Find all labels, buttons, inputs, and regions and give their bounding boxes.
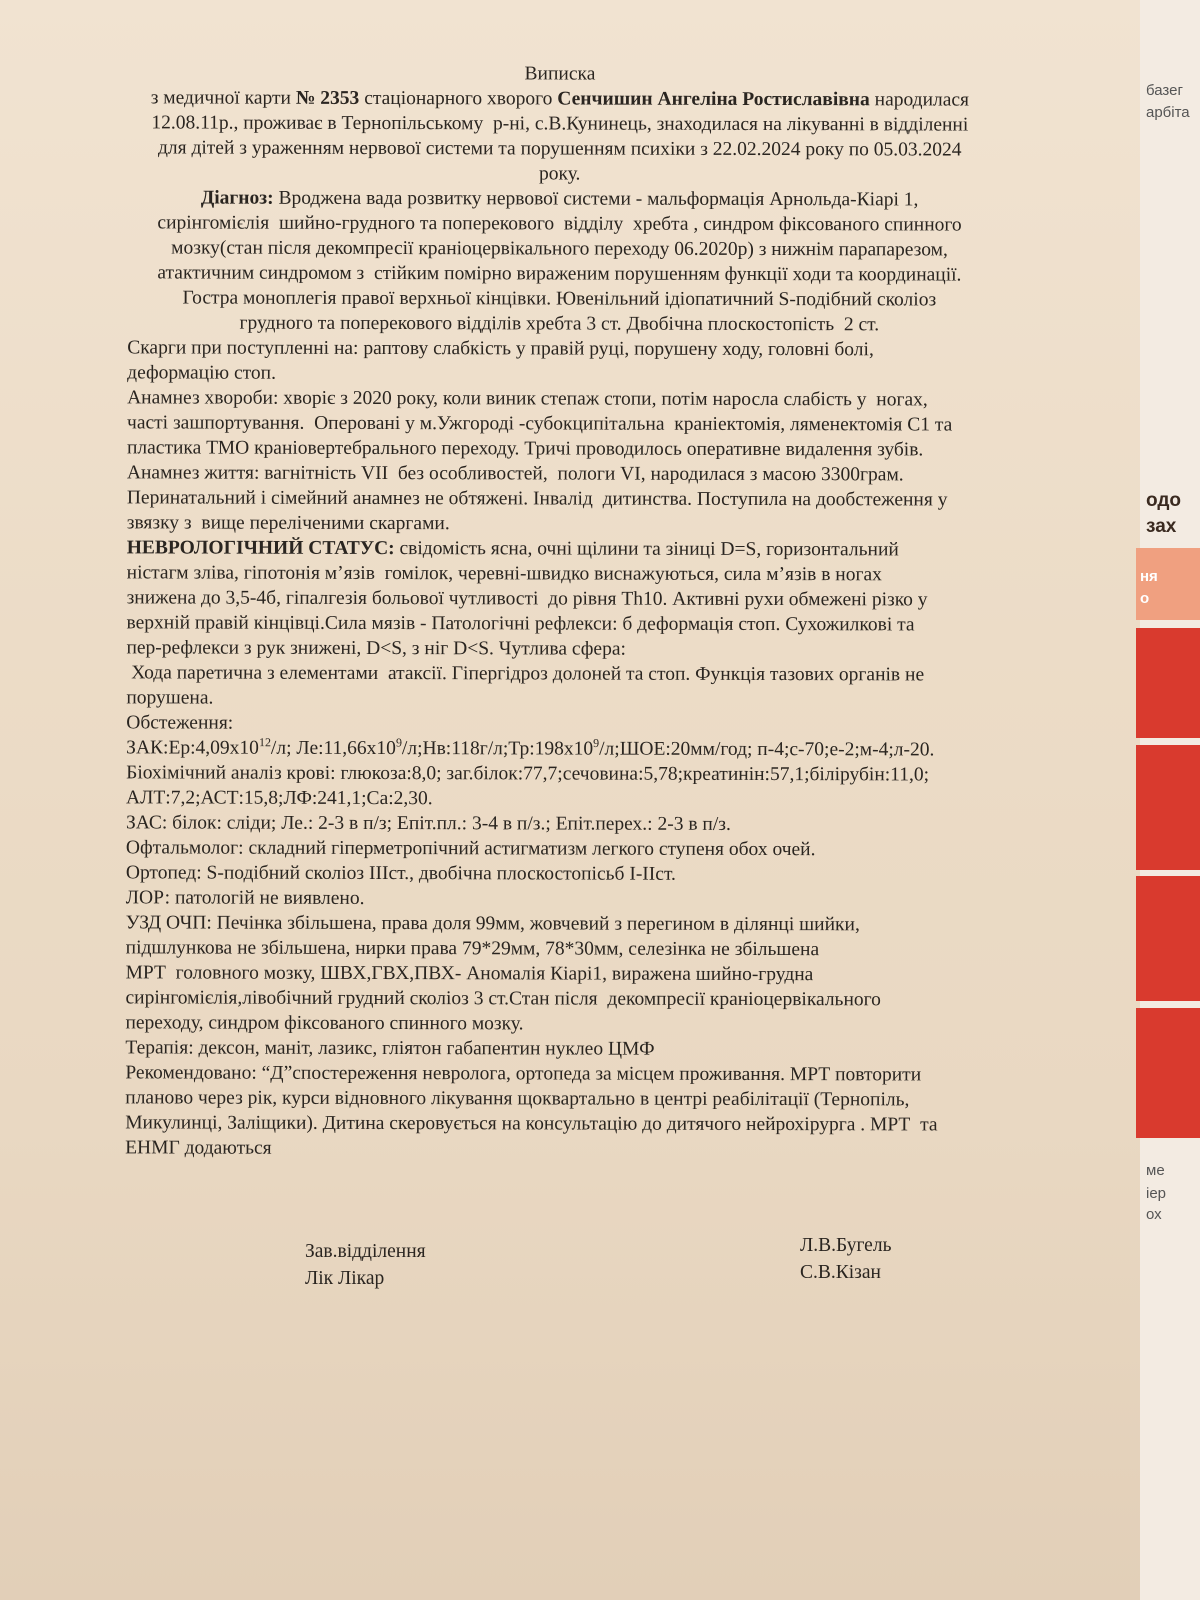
text-segment: МРТ головного мозку, ШВХ,ГВХ,ПВХ- Аномалія Кіарі1, виражена шийно-грудна: [125, 962, 814, 986]
text-segment: Анамнез хвороби: хворіє з 2020 року, коли виник степаж стопи, потім наросла слабість у ногах,: [127, 387, 928, 411]
text-segment: ЗАК:Ер:4,09x10: [126, 737, 259, 759]
text-segment: Хода паретична з елементами атаксії. Гіпергідроз долоней та стоп. Функція тазових органів не: [126, 662, 925, 686]
text-line: [0, 585, 1119, 613]
superscript-exponent: 9: [395, 735, 402, 750]
text-line: [0, 210, 1120, 238]
document-title: Виписка: [524, 63, 596, 85]
text-line: [0, 660, 1118, 688]
text-segment: Скарги при поступленні на: раптову слабкість у правій руці, порушену ходу, головні болі,: [127, 337, 874, 361]
text-segment: ЛОР: патологій не виявлено.: [125, 887, 365, 909]
text-segment: порушена.: [126, 687, 214, 709]
bold-text: № 2353: [295, 87, 360, 109]
signature-name-head: Л.В.Бугель: [800, 1235, 892, 1256]
text-line: [0, 935, 1118, 963]
text-segment: Анамнез життя: вагнітність VII без особливостей, пологи VI, народилася з масою 3300грам.: [126, 462, 904, 486]
text-segment: грудного та поперекового відділів хребта 3 ст. Двобічна плоскостопість 2 ст.: [239, 312, 880, 336]
text-line: [0, 785, 1118, 813]
text-line: [0, 635, 1118, 663]
text-segment: ністагм зліва, гіпотонія м’язів гомілок, черевні-швидко виснажуються, сила м’язів в ногах: [126, 562, 882, 586]
brochure-red-block: [1136, 876, 1200, 1001]
text-line: [0, 685, 1118, 713]
text-segment: підшлункова не збільшена, нирки права 79*29мм, 78*30мм, селезінка не збільшена: [125, 937, 820, 961]
text-line: [0, 1135, 1117, 1163]
text-line: [0, 485, 1119, 513]
text-segment: народилася: [869, 89, 970, 111]
text-line: [0, 985, 1118, 1013]
brochure-text: ох: [1146, 1206, 1162, 1223]
brochure-text: іер: [1146, 1185, 1167, 1202]
text-line: [0, 1085, 1117, 1113]
text-line: [0, 710, 1118, 738]
signature-names: [800, 1232, 891, 1286]
text-segment: сирінгомієлія,лівобічний грудний сколіоз 3 ст.Стан після декомпресії краніоцервікального: [125, 987, 881, 1011]
superscript-exponent: 12: [258, 735, 271, 750]
text-segment: Гостра моноплегія правої верхньої кінцівки. Ювенільний ідіопатичний S-подібний сколіоз: [182, 287, 937, 311]
text-segment: часті зашпортування. Оперовані у м.Ужгороді -субокципітальна краніектомія, ляменектомія С1 та: [127, 412, 953, 436]
signature-name-doctor: С.В.Кізан: [800, 1262, 881, 1283]
bold-text: НЕВРОЛОГІЧНИЙ СТАТУС:: [126, 537, 395, 560]
text-line: [0, 1035, 1117, 1063]
text-line: [0, 810, 1118, 838]
text-segment: свідомість ясна, очні щілини та зіниці D=S, горизонтальний: [394, 538, 899, 561]
text-line: [0, 760, 1118, 788]
text-segment: планово через рік, курси відновного лікування щоквартально в центрі реабілітації (Тернопіль,: [125, 1087, 910, 1111]
brochure-text: арбіта: [1146, 104, 1190, 121]
text-line: [0, 85, 1120, 113]
text-segment: пластика ТМО краніовертебрального переходу. Тричі проводилось оперативне видалення зубів.: [126, 437, 924, 461]
text-segment: Біохімічний аналіз крові: глюкоза:8,0; заг.білок:77,7;сечовина:5,78;креатинін:57,1;білірубін:11,0;: [126, 762, 930, 786]
text-line: [0, 110, 1120, 138]
brochure-heading: зах: [1146, 516, 1177, 537]
text-segment: року.: [538, 163, 581, 185]
brochure-text: базег: [1146, 82, 1183, 99]
signature-roles: [305, 1238, 426, 1292]
document-body: [0, 335, 1119, 1163]
text-segment: сирінгомієлія шийно-грудного та поперекового відділу хребта , синдром фіксованого спинного: [157, 212, 962, 236]
superscript-exponent: 9: [593, 736, 600, 751]
text-line: [0, 835, 1118, 863]
text-line: [0, 735, 1118, 763]
text-line: [0, 260, 1119, 288]
text-segment: Перинатальний і сімейний анамнез не обтяжені. Інвалід дитинства. Поступила на дообстеження у: [126, 487, 948, 511]
text-segment: для дітей з ураженням нервової системи та порушенням психіки з 22.02.2024 року по 05.03.2024: [157, 137, 962, 161]
brochure-text: ня: [1140, 568, 1158, 585]
text-line: [0, 335, 1119, 363]
text-line: [0, 435, 1119, 463]
signature-role-head: Зав.відділення: [305, 1241, 426, 1262]
text-segment: деформацію стоп.: [127, 362, 277, 384]
text-line: [0, 1110, 1117, 1138]
signature-role-doctor: Лік Лікар: [305, 1268, 385, 1289]
text-segment: ЕНМГ додаються: [125, 1137, 272, 1159]
text-segment: /л;ШОЕ:20мм/год; п-4;с-70;е-2;м-4;л-20.: [599, 738, 935, 761]
text-line: [0, 310, 1119, 338]
text-segment: Микулинці, Заліщики). Дитина скеровується на консультацію до дитячого нейрохірурга . МРТ та: [125, 1112, 938, 1136]
text-segment: переходу, синдром фіксованого спинного мозку.: [125, 1012, 524, 1035]
text-line: [0, 360, 1119, 388]
text-line: [0, 960, 1118, 988]
document-header: [0, 85, 1120, 338]
text-line: [0, 510, 1119, 538]
bold-text: Сенчишин Ангеліна Ростиславівна: [557, 88, 870, 111]
text-line: [0, 235, 1120, 263]
text-line: [0, 285, 1119, 313]
text-line: [0, 1060, 1117, 1088]
text-segment: Ортопед: S-подібний сколіоз IIIст., двобічна плоскостопісьб I-IIст.: [125, 862, 676, 885]
brochure-heading: одо: [1146, 490, 1182, 511]
bold-text: Діагноз:: [200, 187, 274, 209]
text-segment: пер-рефлекси з рук знижені, D<S, з ніг D<S. Чутлива сфера:: [126, 637, 626, 660]
text-segment: 12.08.11р., проживає в Тернопільському р-ні, с.В.Кунинець, знаходилася на лікуванні в відділенні: [151, 112, 969, 136]
brochure-red-block: [1136, 745, 1200, 870]
text-line: [0, 535, 1119, 563]
text-line: [0, 385, 1119, 413]
text-segment: АЛТ:7,2;АСТ:15,8;ЛФ:241,1;Са:2,30.: [126, 787, 433, 810]
text-segment: ЗАС: білок: сліди; Ле.: 2-3 в п/з; Епіт.пл.: 3-4 в п/з.; Епіт.перех.: 2-3 в п/з.: [125, 812, 731, 835]
text-line: [0, 560, 1119, 588]
text-segment: звязку з вище переліченими скаргами.: [126, 512, 450, 535]
text-line: [0, 910, 1118, 938]
text-line: [0, 1010, 1118, 1038]
text-segment: знижена до 3,5-4б, гіпалгезія больової чутливості до рівня Th10. Активні рухи обмежені різко у: [126, 587, 928, 611]
text-segment: з медичної карти: [150, 87, 296, 109]
text-line: [0, 885, 1118, 913]
brochure-red-header: [1136, 548, 1200, 620]
text-line: [0, 410, 1119, 438]
text-segment: УЗД ОЧП: Печінка збільшена, права доля 99мм, жовчевий з перегином в ділянці шийки,: [125, 912, 860, 936]
text-segment: Офтальмолог: складний гіперметропічний астигматизм легкого ступеня обох очей.: [125, 837, 816, 861]
text-segment: /л;Нв:118г/л;Тр:198x10: [401, 738, 594, 760]
text-line: [0, 610, 1119, 638]
text-segment: мозку(стан після декомпресії краніоцервікального переходу 06.2020р) з нижнім парапарезом,: [171, 237, 948, 261]
text-line: [0, 860, 1118, 888]
text-line: [0, 160, 1120, 188]
text-segment: стаціонарного хворого: [359, 87, 558, 110]
text-segment: /л; Ле:11,66x10: [270, 737, 396, 760]
brochure-red-block: [1136, 1008, 1200, 1138]
text-line: [0, 460, 1119, 488]
text-segment: Вроджена вада розвитку нервової системи - мальформація Арнольда-Кіарі 1,: [273, 187, 919, 211]
text-line: [0, 135, 1120, 163]
brochure-text: ме: [1146, 1162, 1165, 1179]
text-line: [0, 185, 1120, 213]
text-segment: атактичним синдромом з стійким помірно вираженим порушенням функції ходи та координації.: [157, 262, 962, 286]
text-segment: Терапія: дексон, маніт, лазикс, гліятон габапентин нуклео ЦМФ: [125, 1037, 655, 1060]
text-segment: верхній правій кінцівці.Сила мязів - Патологічні рефлекси: б деформація стоп. Сухожилкові та: [126, 612, 915, 636]
text-segment: Рекомендовано: “Д”спостереження невролога, ортопеда за місцем проживання. МРТ повторити: [125, 1062, 922, 1086]
brochure-red-block: [1136, 628, 1200, 738]
text-segment: Обстеження:: [126, 712, 234, 734]
discharge-summary: [0, 60, 1120, 1163]
brochure-text: о: [1140, 590, 1150, 607]
